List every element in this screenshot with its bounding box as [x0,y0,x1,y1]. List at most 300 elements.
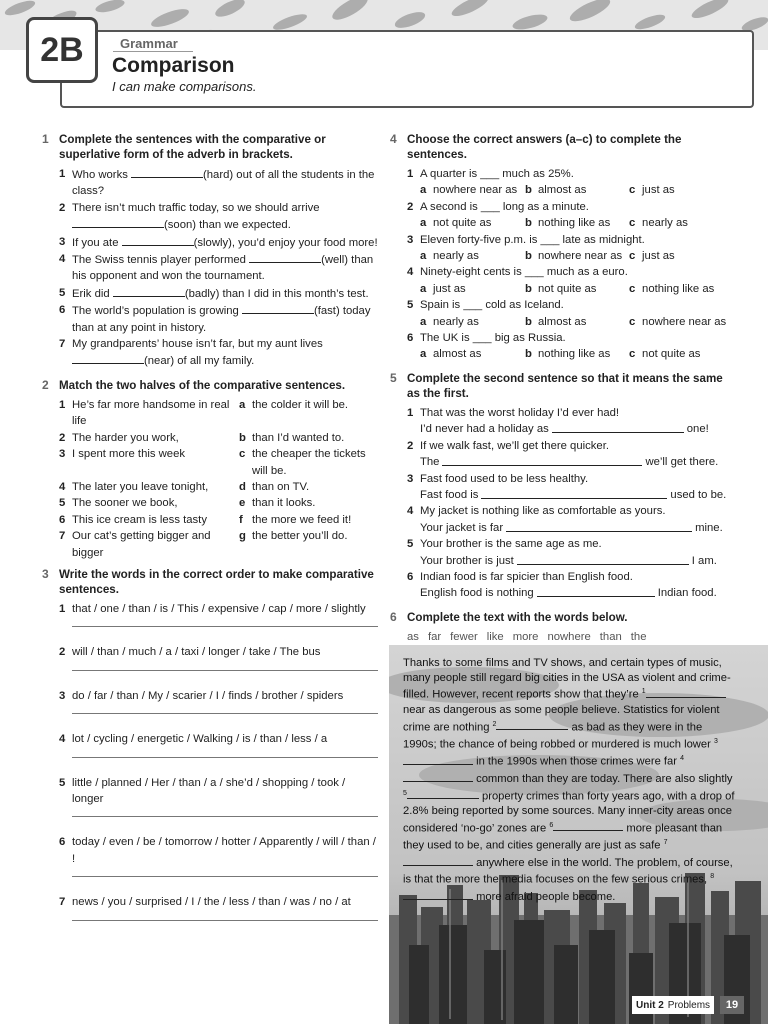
item-number: 4 [59,480,66,493]
item-letter: f [239,513,243,526]
match-left [59,479,239,495]
option-text: nearly as [433,315,479,328]
word-box [407,629,736,645]
gap-number: 4 [680,755,684,763]
exercise-item [59,234,378,251]
exercise-item [59,731,378,747]
exercise-item [59,336,378,370]
option-text: just as [642,250,675,263]
item-number: 1 [59,168,66,180]
option-letter: b [525,184,532,197]
item-letter: b [239,431,246,444]
rewrite-line [420,553,736,569]
item-number: 1 [407,168,414,180]
exercise-item [59,251,378,285]
item-text [72,302,378,336]
item-text: little / planned / Her / than / a / she’d / shopping / took / longer [72,776,346,805]
answer-option[interactable] [629,182,736,198]
item-text-part: There isn’t much traffic today, so we should arrive [72,201,320,214]
item-text-part: My grandparents’ house isn’t far, but my aunt lives [72,338,323,351]
item-text: Eleven forty-five p.m. is ___ late as midnight. [420,233,645,246]
option-text: just as [433,282,466,295]
item-number: 6 [407,570,414,583]
option-letter: c [629,315,636,328]
answer-blank[interactable] [403,753,473,765]
option-letter: a [420,217,427,230]
answer-line[interactable] [72,757,378,758]
option-letter: b [525,217,532,230]
match-right [239,430,378,446]
rewrite-line [420,520,736,536]
answer-blank[interactable] [517,553,689,565]
option-text: nearly as [433,250,479,263]
item-number: 5 [59,776,66,789]
rewrite-start: Your jacket is far [420,521,504,534]
item-text: Our cat’s getting bigger and bigger [72,530,211,559]
exercise-item [407,471,736,487]
match-row [59,430,378,446]
match-left [59,446,239,479]
item-number: 2 [59,431,66,444]
exercise-3 [42,567,378,921]
rewrite-start: Fast food is [420,488,479,501]
item-text: than it looks. [252,497,316,510]
option-text: nothing like as [538,217,611,230]
match-right [239,512,378,528]
option-text: almost as [538,315,587,328]
answer-blank[interactable] [442,454,642,466]
answer-blank[interactable] [646,686,726,698]
exercise-instruction: Choose the correct answers (a–c) to complete the sentences. [407,133,682,161]
answer-blank[interactable] [403,888,473,900]
item-text: than I’d wanted to. [252,431,345,444]
match-left [59,528,239,561]
answer-option[interactable] [629,346,736,362]
option-row [420,248,736,264]
item-text [72,166,378,200]
option-text: almost as [433,348,482,361]
item-text-part: Who works [72,169,132,181]
exercise-instruction: Match the two halves of the comparative sentences. [59,378,346,392]
answer-option[interactable] [420,281,525,297]
reading-text [403,656,737,904]
text-segment: as bad as they were in the 1990s; the chance of being robbed or murdered is much lower [403,721,714,751]
rewrite-start: Your brother is just [420,554,514,567]
exercise-1 [42,132,378,370]
text-segment: more pleasant than they used to be, and cities generally are just as safe [403,822,723,852]
item-text: Your brother is the same age as me. [420,538,602,551]
option-letter: b [525,282,532,295]
item-text: He’s far more handsome in real life [72,398,230,428]
option-row [420,215,736,231]
item-number: 5 [407,538,414,551]
text-segment: near as dangerous as some people believe. Statistics for violent crime are nothing [403,703,720,734]
word-option: the [630,630,647,643]
item-text: The later you leave tonight, [72,480,209,493]
option-row [420,182,736,198]
item-text: The UK is ___ big as Russia. [420,332,566,345]
answer-blank[interactable] [122,234,194,246]
answer-blank[interactable] [553,819,623,831]
exercise-items [407,166,736,363]
match-left [59,397,239,430]
option-letter: c [629,282,636,295]
option-letter: a [420,282,427,295]
word-option: more [512,630,539,643]
gap-number: 5 [403,789,407,797]
exercise-item [59,302,378,336]
answer-blank[interactable] [113,285,185,297]
answer-option[interactable] [420,346,525,362]
item-number: 4 [407,505,414,518]
exercise-item [59,834,378,867]
match-row [59,446,378,479]
item-number: 3 [59,689,66,702]
match-row [59,495,378,511]
item-text [72,336,378,370]
exercise-item [407,330,736,346]
item-text: This ice cream is less tasty [72,513,207,526]
item-number: 6 [59,836,66,849]
item-letter: c [239,448,246,461]
exercise-item [407,199,736,215]
text-segment: in the 1990s when those crimes were far [473,756,681,769]
item-number: 4 [59,733,66,746]
item-number: 5 [407,299,414,312]
exercise-item [59,285,378,302]
exercise-item [59,775,378,808]
rewrite-end: Indian food. [657,587,717,600]
exercise-6 [390,610,736,645]
option-row [420,314,736,330]
item-text: The harder you work, [72,431,179,444]
item-text: will / than / much / a / taxi / longer / take / The bus [72,646,321,659]
footer-unit: Unit 2 [636,999,664,1011]
item-text: the cheaper the tickets will be. [252,448,366,477]
item-text-part: If you ate [72,236,122,249]
exercise-item [407,232,736,248]
answer-option[interactable] [420,182,525,198]
answer-blank[interactable] [249,251,321,263]
page-number: 19 [720,996,744,1014]
answer-line[interactable] [72,713,378,714]
item-text [72,234,378,251]
item-text: do / far / than / My / scarier / I / finds / brother / spiders [72,689,344,702]
item-number: 7 [59,338,66,351]
item-number: 3 [59,448,66,461]
option-letter: a [420,250,427,263]
item-text: that / one / than / is / This / expensive / cap / more / slightly [72,602,366,615]
exercise-item [59,166,378,200]
gap-number: 7 [663,839,668,847]
match-left [59,512,239,528]
item-text: If we walk fast, we’ll get there quicker. [420,439,609,452]
exercise-number: 6 [390,609,397,624]
item-number: 1 [407,406,414,419]
item-number: 3 [407,233,414,246]
item-text-part: (soon) than we expected. [164,219,291,232]
word-option: as [407,630,419,643]
item-number: 2 [59,646,66,659]
match-right [239,446,378,479]
exercise-instruction: Complete the second sentence so that it means the same as the first. [407,371,723,400]
exercise-item [407,264,736,280]
item-number: 6 [407,332,414,345]
item-text: A second is ___ long as a minute. [420,200,589,213]
unit-tag: 2B [26,17,98,83]
item-number: 3 [59,235,66,248]
footer-title: Problems [667,999,711,1011]
answer-blank[interactable] [407,787,479,799]
item-number: 2 [407,439,414,452]
answer-blank[interactable] [537,585,655,597]
match-row [59,512,378,528]
gap-number: 8 [710,873,715,881]
match-row [59,479,378,495]
option-text: not quite as [433,217,492,230]
answer-option[interactable] [525,314,629,330]
exercise-5 [390,371,736,602]
page-title: Comparison [112,54,235,77]
answer-option[interactable] [420,248,525,264]
exercise-item [407,166,736,182]
word-option: like [486,630,504,643]
match-row [59,397,378,430]
exercise-items [407,405,736,602]
option-row [420,281,736,297]
item-number: 4 [59,253,66,266]
option-text: not quite as [642,348,701,361]
option-letter: c [629,184,636,197]
item-text: than on TV. [252,480,310,493]
item-text: news / you / surprised / I / the / less / than / was / no / at [72,896,351,909]
rewrite-end: used to be. [670,488,727,501]
answer-option[interactable] [629,281,736,297]
item-text: Spain is ___ cold as Iceland. [420,299,564,312]
rewrite-start: I’d never had a holiday as [420,423,549,436]
item-text: That was the worst holiday I’d ever had! [420,406,620,419]
answer-option[interactable] [629,314,736,330]
rewrite-line [420,487,736,503]
answer-option[interactable] [629,248,736,264]
exercise-item [407,503,736,519]
word-option: nowhere [547,630,591,643]
item-number: 6 [59,304,66,317]
item-number: 1 [59,398,66,411]
gap-number: 6 [549,821,554,829]
rewrite-end: we’ll get there. [645,456,719,469]
exercise-instruction: Complete the text with the words below. [407,610,628,624]
item-number: 2 [59,201,66,214]
rewrite-line [420,585,736,601]
answer-line[interactable] [72,670,378,671]
item-number: 3 [407,472,414,485]
rewrite-end: one! [686,423,709,436]
exercise-instruction: Write the words in the correct order to make comparative sentences. [59,567,374,596]
text-segment: anywhere else in the world. The problem, of course, is that the more the media focuses on the few serious crimes, [403,856,733,887]
item-text-part: The Swiss tennis player performed [72,254,250,267]
word-option: than [599,630,622,643]
item-text: lot / cycling / energetic / Walking / is / than / less / a [72,733,328,746]
page-footer [632,996,714,1014]
option-text: nowhere near as [642,315,727,328]
item-text-part: The world’s population is growing [72,305,242,318]
item-text [72,285,369,302]
answer-blank[interactable] [72,352,144,364]
item-text: My jacket is nothing like as comfortable as yours. [420,505,666,518]
match-right [239,528,378,561]
exercise-2 [42,378,378,561]
answer-blank[interactable] [506,520,692,532]
text-segment: property crimes than forty years ago, with a drop of 2.8% being reported by some sources. Many inner-city areas once considered ‘no-go’ zones are [403,790,735,835]
exercise-item [407,569,736,585]
answer-option[interactable] [525,182,629,198]
item-number: 2 [407,200,414,213]
answer-option[interactable] [420,314,525,330]
word-option: fewer [450,630,478,643]
header-divider [113,51,193,52]
answer-option[interactable] [525,248,629,264]
exercise-item [407,405,736,421]
item-text: Ninety-eight cents is ___ much as a euro. [420,266,628,279]
item-text: I spent more this week [72,448,186,461]
item-text: the colder it will be. [252,398,349,411]
text-segment: common than they are today. There are also slightly [473,772,733,785]
item-text-part: (fast) today than at any point in history. [72,305,371,334]
exercise-item [59,200,378,234]
item-text: The sooner we book, [72,497,178,510]
text-segment: Thanks to some films and TV shows, and certain types of music, many people still regard big cities in the USA as violent and crime-filled. However, recent reports show that they’re [403,657,731,702]
exercise-item [59,644,378,660]
answer-blank[interactable] [481,487,667,499]
rewrite-line [420,454,736,470]
option-text: nearly as [642,217,688,230]
rewrite-start: The [420,456,440,469]
item-text: the more we feed it! [252,513,352,526]
item-text: Fast food used to be less healthy. [420,472,589,485]
exercise-number: 4 [390,132,397,146]
item-text-part: (hard) out of all the students in the class? [72,169,375,198]
answer-option[interactable] [525,346,629,362]
exercise-4 [390,132,736,363]
answer-blank[interactable] [72,216,164,228]
item-text-part: (slowly), you’d enjoy your food more! [193,236,378,249]
answer-blank[interactable] [242,302,314,314]
exercise-number: 3 [42,566,49,581]
exercise-items [59,166,378,370]
text-segment: more afraid people become. [473,890,616,903]
option-text: not quite as [538,282,597,295]
answer-blank[interactable] [552,421,684,433]
exercise-item [59,688,378,704]
rewrite-start: English food is nothing [420,587,534,600]
item-letter: a [239,398,246,411]
item-number: 6 [59,513,66,526]
answer-option[interactable] [629,215,736,231]
exercise-item [407,536,736,552]
exercise-number: 1 [42,132,49,146]
option-letter: b [525,250,532,263]
match-right [239,479,378,495]
match-row [59,528,378,561]
option-text: nowhere near as [433,184,518,197]
exercise-instruction: Complete the sentences with the comparative or superlative form of the adverb in brackets. [59,133,326,161]
item-text: the better you’ll do. [252,530,348,543]
option-text: just as [642,184,675,197]
item-number: 1 [59,602,66,615]
item-letter: d [239,480,246,493]
answer-line[interactable] [72,626,378,627]
rewrite-end: I am. [691,554,717,567]
exercise-number: 5 [390,370,397,385]
option-letter: a [420,184,427,197]
item-text-part: (badly) than I did in this month’s test. [184,287,369,300]
option-letter: a [420,315,427,328]
option-letter: c [629,217,636,230]
match-right [239,397,378,430]
answer-option[interactable] [420,215,525,231]
option-letter: b [525,348,532,361]
option-text: nothing like as [642,282,715,295]
item-text-part: (well) than his opponent and won the tournament. [72,254,374,283]
match-right [239,495,378,511]
item-text-part: Erik did [72,287,113,300]
item-text [72,251,378,285]
gap-number: 3 [713,737,718,745]
answer-line[interactable] [72,876,378,877]
item-text-part: (near) of all my family. [144,355,255,368]
item-text: Indian food is far spicier than English food. [420,570,633,583]
page-subtitle: I can make comparisons. [112,79,257,94]
answer-option[interactable] [525,281,629,297]
answer-blank[interactable] [131,166,203,178]
option-letter: a [420,348,427,361]
option-letter: b [525,315,532,328]
option-text: nothing like as [538,348,611,361]
match-left [59,495,239,511]
answer-blank[interactable] [403,770,473,782]
match-left [59,430,239,446]
rewrite-end: mine. [695,521,723,534]
exercise-item [59,894,378,910]
section-label: Grammar [120,36,178,51]
exercise-item [407,297,736,313]
exercise-item [59,601,378,617]
answer-line[interactable] [72,920,378,921]
item-letter: g [239,530,246,543]
answer-line[interactable] [72,816,378,817]
item-number: 7 [59,896,66,909]
right-column [390,132,736,651]
left-column [42,132,378,938]
rewrite-line [420,421,736,437]
item-number: 5 [59,497,66,510]
item-letter: e [239,497,246,510]
option-text: nowhere near as [538,250,623,263]
answer-blank[interactable] [496,718,568,730]
word-option: far [427,630,442,643]
option-letter: c [629,348,636,361]
exercise-number: 2 [42,377,49,392]
exercise-items [59,601,378,921]
item-text [72,200,378,234]
match-grid [59,397,378,561]
answer-option[interactable] [525,215,629,231]
option-letter: c [629,250,636,263]
answer-blank[interactable] [403,854,473,866]
gap-number: 1 [641,688,646,696]
item-text: A quarter is ___ much as 25%. [420,168,574,180]
